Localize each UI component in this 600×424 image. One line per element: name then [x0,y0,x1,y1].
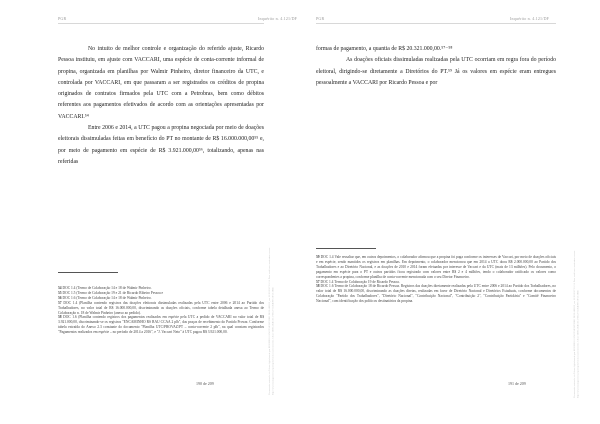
sidebar-line: http://www.transparencia.mpf.mp.br/validacaodocumento. Chave 4B0C5E4E.E1A7BC27.85E4E9F1.0F5C1B6E [271,287,275,395]
footnote-rule [316,248,376,249]
footnote-marker: 58 [58,315,62,320]
footnote-marker: 58 [316,284,320,289]
body-text [316,44,556,89]
footnote-marker: 59 [316,255,320,259]
page-number: 191 de 209 [508,381,526,386]
footnote-text: DOC 1.4 (Termo de Colaboração 14 e 18 de Walmir Pinheiro. [62,286,152,290]
footnotes [316,255,556,304]
page-header-left: PGR [316,16,325,21]
right-page [300,0,600,424]
footnote [58,301,264,316]
footnote-text: DOC 1.4 Vale ressaltar que, em outros depoimentos, o colaborador afirmou que a propina foi paga conforme os interesses de Vaccari, por meio de doações oficiais e em espécie, sendo mantidos os registros em planilhas. Em depoimento, o colaborador mencionou que em 2014 a UTC doou R$ 2.000.000,00 ao Partido dos Trabalhadores e ao Diretório Nacional, e as doações de 2010 e 2014 foram efetuadas por interesse de Vaccari e da UTC (mais de 13 milhões). Pelo documento, o pagamento em espécie para o PT e outros partidos ficou registrado com valores entre R$ 2 e 4 milhões, tendo o colaborador ratificado os valores como correspondentes a propina, conforme planilha de conta-corrente mencionada com o seu Diretor Financeiro. [316,255,556,279]
footnote-text: DOC 1.6 Termo de Colaboração 18 de Ricardo Pessoa. Registros das doações diretamente realizadas pela UTC entre 2006 e 2014 ao Partido dos Trabalhadores, no valor total de R$ 16.000.000,00, discriminando as doações diretas, realizadas em favor de Diretório Nacional e Diretórios Estaduais, conforme documentos de Colaboração "Partido dos Trabalhadores", "Diretório Nacional", "Contribuição Nacional", "Contribuição 2", "Contribuição Partidária" e "Comitê Financeiro Nacional", com identificação dos políticos destinatários da propina. [316,284,556,304]
footnote [58,315,264,335]
footnote-text: DOC 1.4 Termo de Colaboração 19 de Ricardo Pessoa. [320,279,400,284]
footnote-marker: 55 [58,290,62,295]
footnote-text: DOC 1.5 (Termo de Colaboração 19 e 21 de Ricardo Ribeiro Pessoa e [62,290,164,295]
footnote-text: DOC 1.4 (Planilha contendo registros das doações eleitorais dissimuladas realizadas pela UTC entre 2006 e 2014 ao Partido dos Trabalhadores, no valor total de R$ 16.000.000,00, discriminando as doações oficiais, conforme tabela detalhada anexa ao Termo de Colaboração n. 18 de Walmir Pinheiro (anexo ao pedido). [58,300,264,315]
footnote-marker: 54 [58,286,62,290]
footnote-rule [58,272,118,273]
body-text [58,44,264,168]
header-rule [58,23,264,24]
header-rule [316,23,556,24]
footnote-marker: 57 [316,279,320,284]
footnote [316,255,556,280]
paragraph: formas de pagamento, a quantia de R$ 20.321.000,00.⁵⁷⁻⁵⁸ [316,46,453,52]
sidebar-line: Documento assinado via Token digitalmente por RODRIGO JANOT MONTEIRO DE BARROS, em 31/03/2017 11:51. Para verificar a assinatura acesse [268,247,271,395]
footnotes [58,286,264,335]
page-header-right: Inquérito n. 4.121/DF [258,16,298,21]
paragraph: No intuito de melhor controle e organização do referido ajuste, Ricardo Pessoa instituiu, em ajuste com VACCARI, uma espécie de conta-corrente informal de propina, organizada em planilhas por Walmir Pinheiro, diretor financeiro da UTC, e controlada por VACCARI, em que passaram a ser registrados os créditos de propina originados de contratos firmados pela UTC com a Petrobras, bem como débitos referentes aos pagamentos efetivados de acordo com as orientações apresentadas por VACCARI.⁵⁴ [58,46,264,120]
signature-sidebar [573,18,591,398]
page-header-right: Inquérito n. 4.121/DF [510,16,550,21]
signature-sidebar [268,95,290,395]
sidebar-line: http://www.transparencia.mpf.mp.br/validacaodocumento. Chave 4B0C5E4E.E1A7BC27.85E4E9F1.0F5C1B6E [576,290,580,398]
sidebar-line: Documento assinado via Token digitalmente por RODRIGO JANOT MONTEIRO DE BARROS, em 31/03/2017 11:51. Para verificar a assinatura acesse [573,250,576,398]
footnote [316,284,556,304]
page-number: 190 de 209 [196,381,214,386]
footnote-marker: 57 [58,300,62,305]
page-header-left: PGR [58,16,67,21]
footnote-text: DOC 1.6 (Termo de Colaboração 14 e 18 de Walmir Pinheiro. [62,295,152,300]
footnote-text: DOC 1.6 (Planilha contendo registros dos pagamentos realizados em espécie pela UTC a pedido de VACCARI no valor total de R$ 3.921.000,00, discriminando-se os registros "ENCAMINHO RS BAU CCAA 2 plb", das praças de recebimento do Partido Provaz. Conforme tabela extraída do Anexo 2.3 constante do documento "Planilha UTC/PROVAZ/PT – conta-corrente 2 plb", na qual constam registrados "Pagamentos realizados em espécie – no período de 2014 a 2016", e "J. Vaccari Neto" à UTC pagou R$ 3.921.000,00. [58,315,264,335]
footnote-marker: 56 [58,295,62,300]
paragraph: Entre 2006 e 2014, a UTC pagou a propina negociada por meio de doações eleitorais dissimuladas feitas em benefício do PT no montante de R$ 16.000.000,00⁵⁵ e, por meio de pagamento em espécie de R$ 3.921.000,00⁵⁶, totalizando, apenas nas referidas [58,125,264,165]
paragraph: As doações oficiais dissimuladas realizadas pela UTC ocorriam em regra fora do período eleitoral, dirigindo-se diretamente a Diretórios do PT.⁵⁹ Já os valores em espécie eram entregues pessoalmente a VACCARI por Ricardo Pessoa e por [316,57,556,86]
